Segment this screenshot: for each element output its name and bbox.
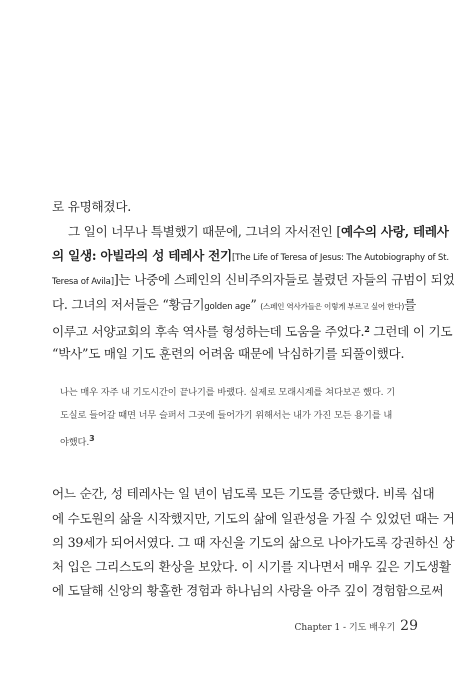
- paragraph-line: [52, 345, 430, 363]
- page-number: 29: [400, 618, 418, 634]
- book-title: 예수의 사랑, 테레사: [341, 224, 449, 239]
- quote-text: 나는 매우 자주 내 기도시간이 끝나기를 바랬다. 실제로 모래시계를 쳐다보곤 했다. 기: [60, 387, 396, 398]
- body-text: 그 일이 너무나 특별했기 때문에, 그녀의 자서전인 [: [68, 224, 341, 239]
- paragraph-line: [52, 320, 453, 341]
- parenthetical-note: (스페인 역사가들은 이렇게 부르고 싶어 한다): [260, 302, 405, 311]
- quote-text: 도실로 들어갈 때면 너무 슬퍼서 그곳에 들어가기 위해서는 내가 가진 모든 용기를 내: [60, 410, 393, 421]
- chapter-label: Chapter 1 - 기도 배우기: [294, 623, 396, 633]
- paragraph-line: [52, 296, 430, 316]
- body-text: 어느 순간, 성 테레사는 일 년이 넘도록 모든 기도를 중단했다. 비록 십대: [52, 486, 435, 501]
- body-text: 의 39세가 되어서였다. 그 때 자신을 기도의 삶으로 나아가도록 강권하신 상: [52, 535, 455, 550]
- block-quote-line: [60, 409, 420, 423]
- body-text: ]는 나중에 스페인의 신비주의자들로 불렸던 자들의 규범이 되었: [113, 272, 455, 287]
- body-text: 다. 그녀의 저서들은 “황금기: [52, 297, 205, 312]
- body-text: 이루고 서양교회의 후속 역사를 형성하는데 도움을 주었다.: [52, 324, 365, 339]
- page-footer: [295, 618, 418, 634]
- body-text: 에 도달해 신앙의 황홀한 경험과 하나님의 사랑을 아주 깊이 경험함으로써: [52, 583, 444, 598]
- body-text: 로 유명해졌다.: [52, 199, 131, 214]
- paragraph-line: [52, 271, 455, 291]
- paragraph-line: [52, 247, 449, 267]
- body-text: 처 입은 그리스도의 환상을 보았다. 이 시기를 지나면서 매우 깊은 기도생활: [52, 559, 451, 574]
- paragraph-line: [52, 534, 455, 552]
- english-title: Teresa of Avila]: [52, 277, 114, 287]
- paragraph-line: [52, 510, 455, 528]
- paragraph-line: [52, 582, 444, 600]
- paragraph-line: [52, 485, 435, 503]
- body-text: 에 수도원의 삶을 시작했지만, 기도의 삶에 일관성을 가질 수 있었던 때는 거: [52, 511, 455, 526]
- block-quote-line: [60, 386, 420, 400]
- paragraph-line: [52, 558, 451, 576]
- book-title: 의 일생: 아빌라의 성 테레사 전기: [52, 248, 232, 263]
- english-title: [The Life of Teresa of Jesus: The Autobiography of St.: [231, 253, 449, 263]
- quote-text: 야했다.: [60, 437, 90, 448]
- body-text: “박사”도 매일 기도 훈련의 어려움 때문에 낙심하기를 되풀이했다.: [52, 346, 405, 361]
- english-term: golden age: [204, 302, 251, 312]
- footnote-marker: 2: [364, 324, 370, 334]
- footnote-marker: 3: [89, 434, 95, 443]
- paragraph-line: [68, 223, 449, 241]
- block-quote-line: [60, 432, 420, 450]
- body-text: 를: [404, 297, 416, 312]
- paragraph-line: [52, 198, 430, 216]
- body-text: ”: [250, 297, 261, 312]
- body-text: 그런데 이 기도: [369, 324, 453, 339]
